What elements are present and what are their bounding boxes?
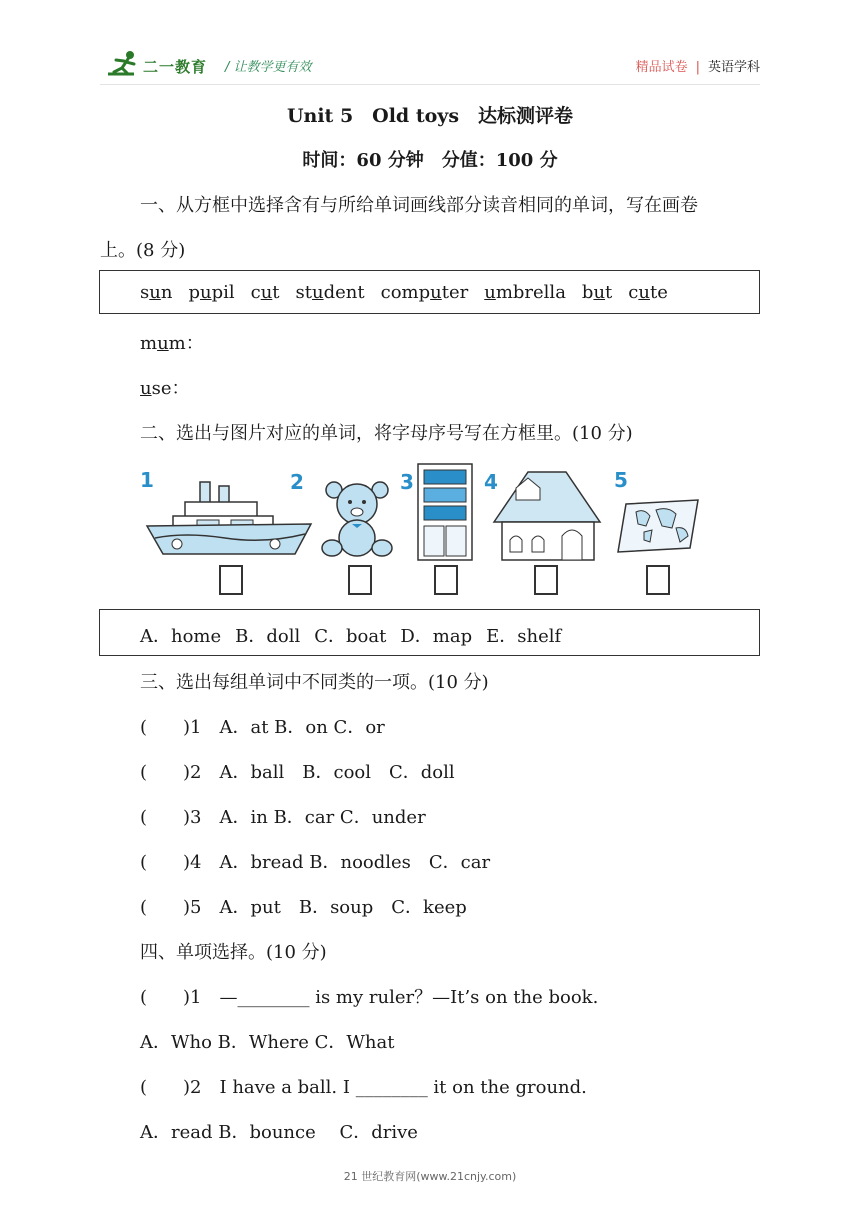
header-label: 精品试卷 (635, 60, 688, 75)
word-list (140, 282, 684, 303)
s3-item-1: ( )1 A．at B．on C．or (140, 717, 385, 738)
header-divider (100, 84, 760, 85)
word-item: cut (250, 282, 280, 303)
s1-q1: mum： (140, 333, 204, 354)
doll-picture (320, 480, 394, 562)
s4-heading: 四、单项选择。(10 分) (140, 942, 327, 963)
s1-heading-1: 一、从方框中选择含有与所给单词画线部分读音相同的单词，写在画卷 (140, 195, 698, 216)
pic-number-5: 5 (614, 468, 628, 492)
option-d: D．map (400, 626, 473, 647)
page-subtitle: 时间：60 分钟 分值：100 分 (302, 150, 558, 171)
option-box (99, 609, 760, 656)
page-footer: 21 世纪教育网(www.21cnjy.com) (343, 1170, 517, 1183)
option-c: C．boat (314, 626, 387, 647)
s4-q2: ( )2 I have a ball. I ________ it on the ground. (140, 1077, 587, 1098)
shelf-picture (416, 462, 474, 562)
option-b: B．doll (235, 626, 301, 647)
header-right: 精品试卷 | 英语学科 (635, 60, 760, 75)
pic-number-4: 4 (484, 470, 498, 494)
word-item: sun (140, 282, 173, 303)
brand-name: 二一教育 (143, 58, 208, 76)
s3-item-4: ( )4 A．bread B．noodles C．car (140, 852, 491, 873)
s3-item-3: ( )3 A．in B．car C．under (140, 807, 426, 828)
option-list (140, 622, 575, 648)
s4-q1-options: A．Who B．Where C．What (140, 1032, 395, 1053)
s1-q2: use： (140, 378, 190, 399)
boat-picture (145, 476, 313, 560)
answer-box-3[interactable] (434, 565, 458, 595)
word-item: pupil (188, 282, 235, 303)
answer-box-4[interactable] (534, 565, 558, 595)
answer-box-1[interactable] (219, 565, 243, 595)
s4-q1: ( )1 —________ is my ruler？—It’s on the book. (140, 987, 599, 1008)
pic-number-1: 1 (140, 468, 154, 492)
s3-item-2: ( )2 A．ball B．cool C．doll (140, 762, 455, 783)
map-picture (616, 498, 700, 554)
home-picture (488, 466, 604, 562)
s1-heading-2: 上。(8 分) (100, 240, 186, 261)
header-subject: 英语学科 (707, 60, 760, 75)
word-item: computer (380, 282, 469, 303)
option-e: E．shelf (486, 626, 562, 647)
answer-box-2[interactable] (348, 565, 372, 595)
word-box (99, 270, 760, 314)
word-item: but (581, 282, 613, 303)
s4-q2-options: A．read B．bounce C．drive (140, 1122, 418, 1143)
word-item: umbrella (484, 282, 566, 303)
brand-slogan: / 让教学更有效 (225, 60, 312, 75)
pic-number-2: 2 (290, 470, 304, 494)
s3-heading: 三、选出每组单词中不同类的一项。(10 分) (140, 672, 489, 693)
option-a: A．home (140, 626, 222, 647)
word-item: cute (628, 282, 668, 303)
answer-box-5[interactable] (646, 565, 670, 595)
pic-number-3: 3 (400, 470, 414, 494)
word-item: student (295, 282, 365, 303)
s3-item-5: ( )5 A．put B．soup C．keep (140, 897, 467, 918)
s2-heading: 二、选出与图片对应的单词，将字母序号写在方框里。(10 分) (140, 423, 633, 444)
page-title: Unit 5 Old toys 达标测评卷 (286, 105, 574, 127)
